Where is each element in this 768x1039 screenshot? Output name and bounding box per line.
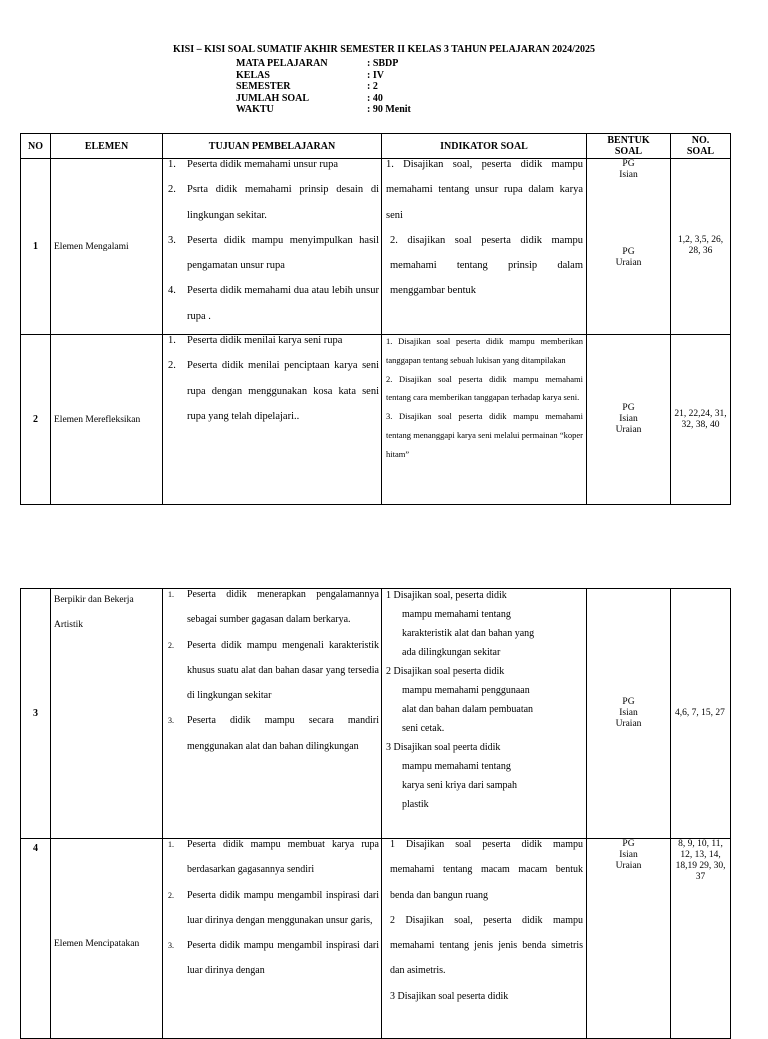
list-item (163, 278, 381, 329)
list-number: 2. (168, 640, 174, 650)
bentuk-item: Uraian (615, 425, 642, 435)
cell-tujuan (163, 589, 382, 839)
no-soal-text: 1,2, 3,5, 26, 28, 36 (677, 235, 724, 256)
document-meta (236, 58, 411, 116)
indikator-line: karya seni kriya dari sampah (402, 780, 517, 791)
indikator-line: mampu memahami penggunaan (402, 685, 530, 696)
meta-label: WAKTU (236, 104, 274, 115)
cell-tujuan (163, 335, 382, 505)
indikator-line: plastik (402, 799, 429, 810)
bentuk-item: Isian (619, 708, 638, 718)
indikator-text (382, 839, 586, 1010)
meta-label: KELAS (236, 69, 270, 81)
bentuk-item: PG (622, 839, 635, 849)
list-item (163, 933, 381, 984)
document-title: KISI – KISI SOAL SUMATIF AKHIR SEMESTER II KELAS 3 TAHUN PELAJARAN 2024/2025 (173, 44, 595, 55)
cell-elemen (51, 589, 163, 839)
list-item (163, 883, 381, 934)
bentuk-item: PG (622, 247, 635, 257)
bentuk-item: Uraian (615, 861, 642, 871)
bentuk-item: Isian (619, 414, 638, 424)
cell-no-soal (671, 839, 731, 1039)
list-text: Peserta didik menerapkan pengalamannya sebagai sumber gagasan dalam berkarya. (187, 589, 379, 626)
elemen-text: Elemen Mencipatakan (54, 939, 140, 949)
list-text: Peserta didik menilai penciptaan karya seni rupa dengan menggunakan kosa kata seni rupa yang telah dipelajari.. (187, 360, 379, 422)
cell-indikator (382, 159, 587, 335)
list-number: 3. (168, 941, 174, 951)
header-line: SOAL (614, 146, 643, 157)
meta-label: JUMLAH SOAL (236, 92, 310, 104)
tujuan-list (163, 335, 381, 430)
list-item (163, 159, 381, 178)
grid-table-bottom (20, 588, 731, 1039)
cell-no-soal (671, 159, 731, 335)
list-number: 2. (168, 890, 174, 900)
list-text: Peserta didik mampu menyimpulkan hasil pengamatan unsur rupa (187, 234, 379, 272)
list-text: Peserta didik mampu mengambil inspirasi dari luar dirinya dengan (187, 940, 379, 977)
list-item (163, 708, 381, 759)
meta-row-semester (236, 81, 411, 93)
list-text: Peserta didik mampu secara mandiri menggunakan alat dan bahan dilingkungan (187, 715, 379, 752)
table-row (21, 335, 731, 505)
indikator-line: mampu memahami tentang (402, 761, 511, 772)
bentuk-group-b (587, 247, 670, 269)
indikator-item: 1. Disajikan soal, peserta didik mampu memahami tentang unsur rupa dalam karya seni (386, 159, 583, 221)
col-header-elemen: ELEMEN (51, 134, 163, 159)
table-row (21, 839, 731, 1039)
indikator-item: 2 Disajikan soal, peserta didik mampu memahami tentang jenis jenis benda simetris dan asimetris. (390, 914, 583, 977)
col-header-tujuan: TUJUAN PEMBELAJARAN (163, 134, 382, 159)
grid-table-top (20, 133, 731, 505)
bentuk-item: Isian (619, 850, 638, 860)
cell-no: 1 (21, 159, 51, 335)
cell-indikator (382, 589, 587, 839)
header-line: SOAL (686, 146, 715, 157)
meta-row-subject (236, 58, 411, 70)
tujuan-list (163, 589, 381, 760)
bentuk-item: Isian (619, 170, 638, 180)
list-item (163, 335, 381, 354)
indikator-line: ada dilingkungan sekitar (402, 647, 501, 658)
meta-row-time (236, 104, 411, 116)
indikator-item: 2. disajikan soal peserta didik mampu memahami tentang prinsip dalam menggambar bentuk (390, 234, 583, 297)
cell-bentuk (587, 589, 671, 839)
col-header-nosoal (671, 134, 731, 159)
indikator-line: karakteristik alat dan bahan yang (402, 628, 535, 639)
bentuk-item: Uraian (615, 719, 642, 729)
bentuk-item: PG (622, 159, 635, 169)
list-item (163, 353, 381, 429)
list-number: 1. (168, 335, 176, 346)
meta-value: : 40 (367, 92, 383, 104)
list-number: 4. (168, 285, 176, 297)
list-text: Peserta didik mampu membuat karya rupa berdasarkan gagasannya sendiri (187, 839, 379, 876)
list-text: Psrta didik memahami prinsip desain di lingkungan sekitar. (187, 184, 379, 221)
indikator-item: 2 Disajikan soal peserta didik (386, 666, 505, 677)
no-soal-text: 8, 9, 10, 11, 12, 13, 14, 18,19 29, 30, 37 (675, 839, 726, 882)
cell-bentuk (587, 159, 671, 335)
col-header-bentuk (587, 134, 671, 159)
list-number: 3. (168, 716, 174, 726)
indikator-line: alat dan bahan dalam pembuatan (402, 704, 534, 715)
bentuk-item: PG (622, 403, 635, 413)
col-header-no: NO (21, 134, 51, 159)
table-header-row (21, 134, 731, 159)
indikator-text (382, 589, 586, 815)
indikator-line: mampu memahami tentang (402, 609, 511, 620)
list-number: 2. (168, 360, 176, 372)
meta-value: : SBDP (367, 58, 399, 69)
list-text: Peserta didik memahami dua atau lebih unsur rupa . (187, 285, 379, 322)
list-text: Peserta didik memahami unsur rupa (187, 159, 339, 170)
table-row (21, 589, 731, 839)
indikator-text (382, 159, 586, 304)
list-item (163, 177, 381, 228)
header-line: NO. (691, 135, 710, 146)
indikator-item: 3 Disajikan soal peserta didik (390, 990, 509, 1002)
list-text: Peserta didik mampu mengenali karakteristik khusus suatu alat dan bahan dasar yang tersedia di lingkungan sekitar (187, 639, 379, 702)
list-item (163, 228, 381, 279)
indikator-line: seni cetak. (402, 723, 445, 734)
cell-tujuan (163, 839, 382, 1039)
tujuan-list (163, 159, 381, 330)
cell-tujuan (163, 159, 382, 335)
cell-indikator (382, 839, 587, 1039)
no-soal-text: 21, 22,24, 31, 32, 38, 40 (674, 408, 727, 430)
meta-row-class (236, 70, 411, 82)
list-text: Peserta didik mampu mengambil inspirasi dari luar dirinya dengan menggunakan unsur garis, (187, 889, 379, 926)
indikator-text (382, 335, 586, 464)
list-number: 1. (168, 840, 174, 849)
col-header-indikator: INDIKATOR SOAL (382, 134, 587, 159)
bentuk-group-a (587, 159, 670, 181)
bentuk-item: PG (622, 697, 635, 707)
cell-no: 2 (21, 335, 51, 505)
cell-no: 3 (21, 589, 51, 839)
indikator-item: 1 Disajikan soal, peserta didik (386, 590, 507, 601)
cell-indikator (382, 335, 587, 505)
list-item (163, 633, 381, 709)
cell-elemen (51, 839, 163, 1039)
indikator-item: 3 Disajikan soal peerta didik (386, 742, 501, 753)
bentuk-item: Uraian (615, 258, 642, 268)
meta-label: MATA PELAJARAN (236, 58, 328, 69)
list-number: 1. (168, 159, 176, 170)
indikator-item: 1. Disajikan soal peserta didik mampu memberikan tanggapan tentang sebuah lukisan yang ditampilakan (386, 336, 583, 365)
tujuan-list (163, 839, 381, 984)
cell-no-soal (671, 335, 731, 505)
cell-no: 4 (21, 839, 51, 1039)
list-item (163, 589, 381, 633)
indikator-item: 1 Disajikan soal peserta didik mampu memahami tentang macam macam bentuk benda dan bangun ruang (390, 839, 583, 901)
list-number: 1. (168, 590, 174, 599)
table-row (21, 159, 731, 335)
meta-row-question-count (236, 93, 411, 105)
list-item (163, 839, 381, 883)
cell-bentuk (587, 839, 671, 1039)
meta-value: : 2 (367, 81, 378, 92)
indikator-item: 3. Disajikan soal peserta didik mampu memahami tentang menanggapi karya seni melalui permainan “koper hitam” (386, 411, 583, 459)
cell-elemen: Elemen Merefleksikan (51, 335, 163, 505)
meta-label: SEMESTER (236, 81, 291, 92)
cell-bentuk (587, 335, 671, 505)
cell-no-soal (671, 589, 731, 839)
cell-elemen: Elemen Mengalami (51, 159, 163, 335)
indikator-item: 2. Disajikan soal peserta didik mampu memahami tentang cara memberikan tanggapan terhadap karya seni. (386, 373, 583, 403)
list-number: 3. (168, 234, 176, 246)
elemen-text: Berpikir dan Bekerja Artistik (54, 595, 134, 630)
meta-value: : IV (367, 69, 384, 81)
header-line: BENTUK (607, 135, 650, 146)
no-soal-text: 4,6, 7, 15, 27 (675, 708, 725, 718)
meta-value: : 90 Menit (367, 104, 411, 115)
list-text: Peserta didik menilai karya seni rupa (187, 335, 343, 346)
list-number: 2. (168, 184, 176, 196)
